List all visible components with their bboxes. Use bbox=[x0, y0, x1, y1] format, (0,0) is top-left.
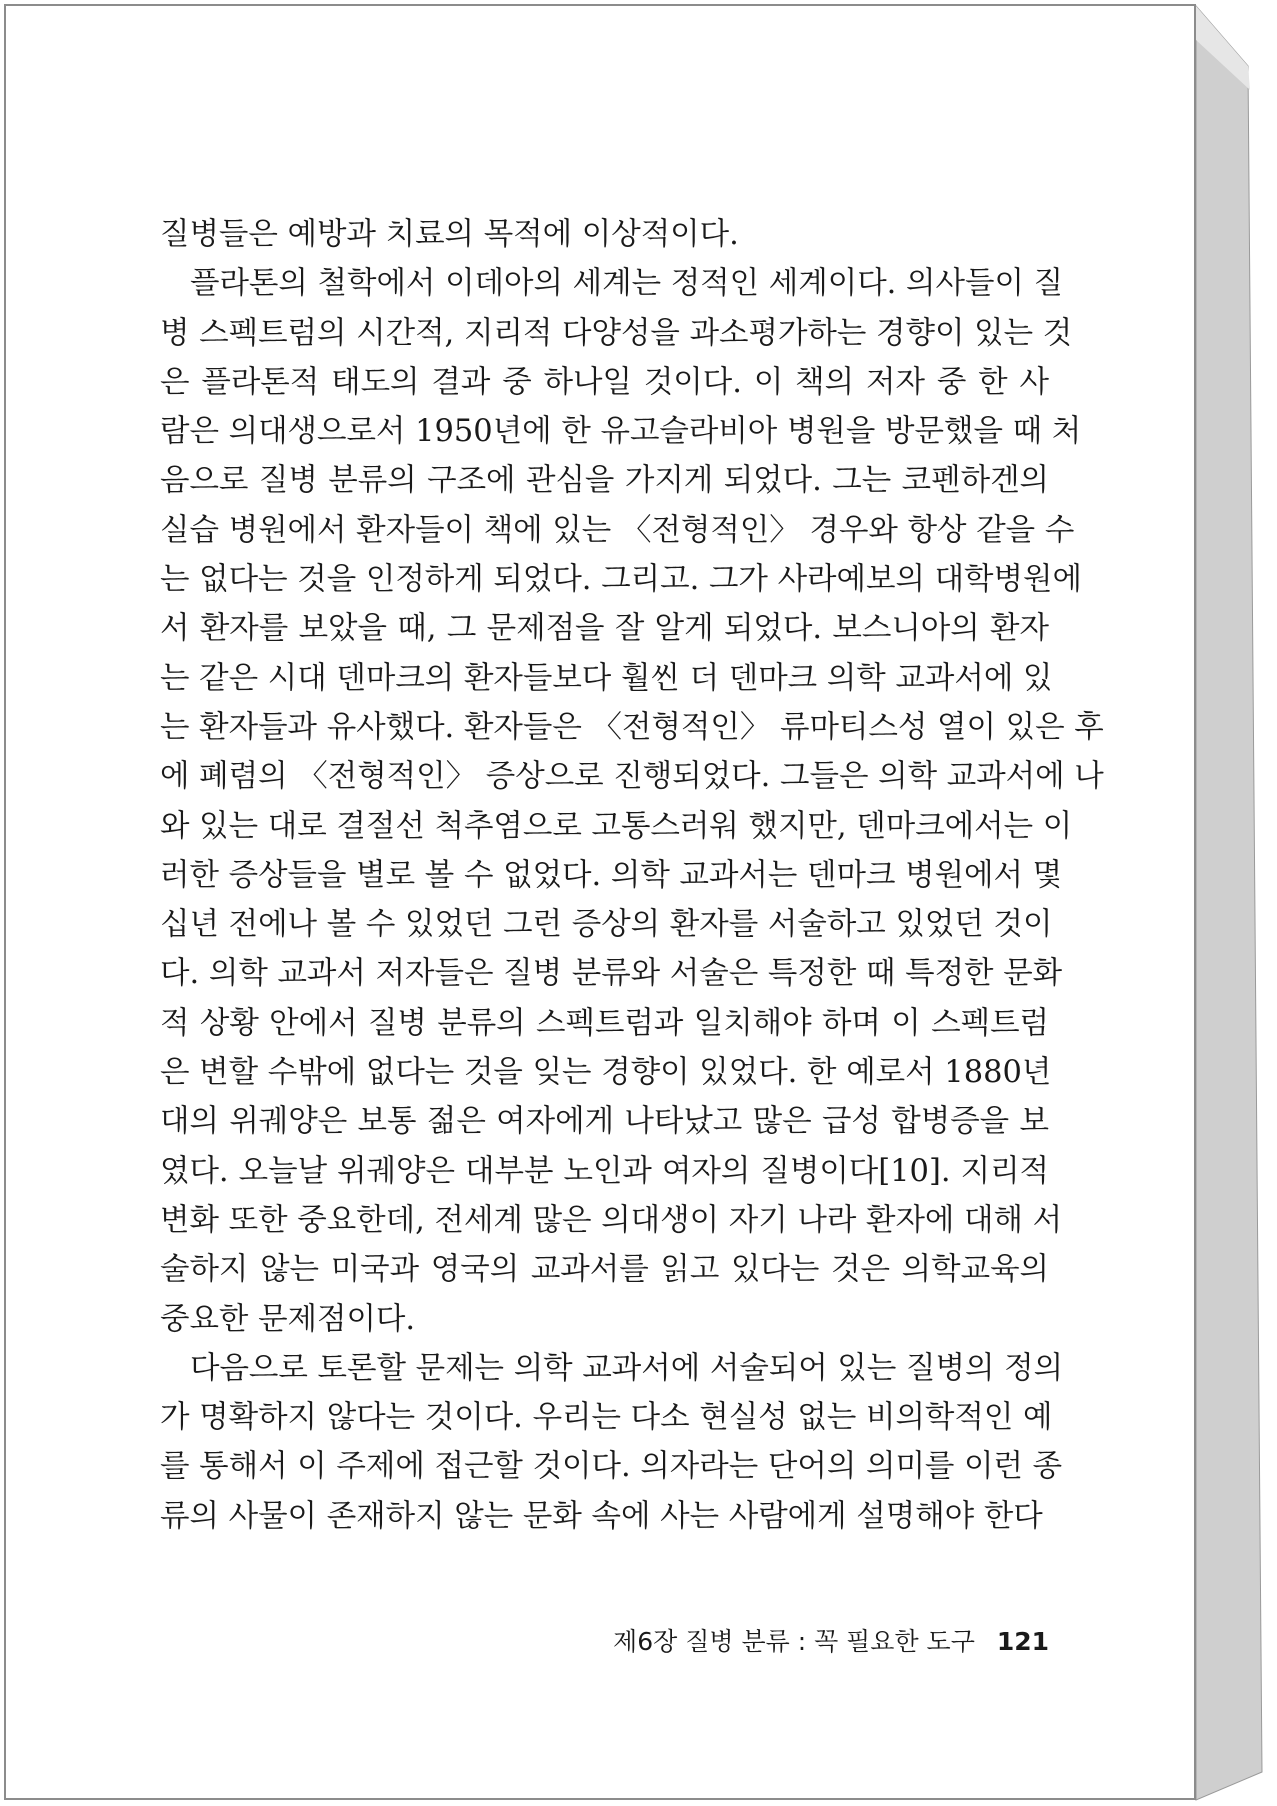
text-line: 실습 병원에서 환자들이 책에 있는 〈전형적인〉 경우와 항상 같을 수 bbox=[160, 512, 1075, 548]
text-line: 러한 증상들을 별로 볼 수 없었다. 의학 교과서는 덴마크 병원에서 몇 bbox=[160, 857, 1063, 893]
text-line: 은 변할 수밖에 없다는 것을 잊는 경향이 있었다. 한 예로서 1880년 bbox=[160, 1055, 1052, 1091]
body-text bbox=[160, 210, 1104, 1541]
text-line: 변화 또한 중요한데, 전세계 많은 의대생이 자기 나라 환자에 대해 서 bbox=[160, 1202, 1063, 1238]
text-line: 은 플라톤적 태도의 결과 중 하나일 것이다. 이 책의 저자 중 한 사 bbox=[160, 364, 1049, 400]
text-line: 류의 사물이 존재하지 않는 문화 속에 사는 사람에게 설명해야 한다 bbox=[160, 1498, 1043, 1534]
text-line: 는 없다는 것을 인정하게 되었다. 그리고. 그가 사라예보의 대학병원에 bbox=[160, 562, 1082, 598]
text-line: 가 명확하지 않다는 것이다. 우리는 다소 현실성 없는 비의학적인 예 bbox=[160, 1400, 1053, 1436]
page-footer bbox=[613, 1622, 1049, 1658]
text-line: 는 같은 시대 덴마크의 환자들보다 훨씬 더 덴마크 의학 교과서에 있 bbox=[160, 660, 1053, 696]
text-line: 대의 위궤양은 보통 젊은 여자에게 나타났고 많은 급성 합병증을 보 bbox=[160, 1104, 1049, 1140]
text-line: 는 환자들과 유사했다. 환자들은 〈전형적인〉 류마티스성 열이 있은 후 bbox=[160, 709, 1104, 745]
text-line: 에 폐렴의 〈전형적인〉 증상으로 진행되었다. 그들은 의학 교과서에 나 bbox=[160, 759, 1104, 795]
text-line: 서 환자를 보았을 때, 그 문제점을 잘 알게 되었다. 보스니아의 환자 bbox=[160, 611, 1049, 647]
text-line: 람은 의대생으로서 1950년에 한 유고슬라비아 병원을 방문했을 때 처 bbox=[160, 414, 1082, 450]
text-line: 병 스펙트럼의 시간적, 지리적 다양성을 과소평가하는 경향이 있는 것 bbox=[160, 315, 1073, 351]
text-line: 적 상황 안에서 질병 분류의 스펙트럼과 일치해야 하며 이 스펙트럼 bbox=[160, 1005, 1049, 1041]
text-line: 음으로 질병 분류의 구조에 관심을 가지게 되었다. 그는 코펜하겐의 bbox=[160, 463, 1049, 499]
text-line: 질병들은 예방과 치료의 목적에 이상적이다. bbox=[160, 217, 739, 252]
running-footer-chapter: 제6장 질병 분류 : 꼭 필요한 도구 bbox=[613, 1627, 975, 1656]
text-line: 를 통해서 이 주제에 접근할 것이다. 의자라는 단어의 의미를 이런 종 bbox=[160, 1449, 1063, 1485]
text-line: 술하지 않는 미국과 영국의 교과서를 읽고 있다는 것은 의학교육의 bbox=[160, 1252, 1049, 1288]
text-line: 플라톤의 철학에서 이데아의 세계는 정적인 세계이다. 의사들이 질 bbox=[190, 266, 1064, 302]
page-number: 121 bbox=[996, 1627, 1049, 1656]
text-line: 중요한 문제점이다. bbox=[160, 1301, 416, 1337]
text-line: 다음으로 토론할 문제는 의학 교과서에 서술되어 있는 질병의 정의 bbox=[190, 1350, 1064, 1386]
text-line: 였다. 오늘날 위궤양은 대부분 노인과 여자의 질병이다[10]. 지리적 bbox=[160, 1153, 1049, 1189]
text-line: 다. 의학 교과서 저자들은 질병 분류와 서술은 특정한 때 특정한 문화 bbox=[160, 956, 1063, 992]
text-line: 십년 전에나 볼 수 있었던 그런 증상의 환자를 서술하고 있었던 것이 bbox=[160, 907, 1053, 943]
text-line: 와 있는 대로 결절선 척추염으로 고통스러워 했지만, 덴마크에서는 이 bbox=[160, 808, 1073, 844]
